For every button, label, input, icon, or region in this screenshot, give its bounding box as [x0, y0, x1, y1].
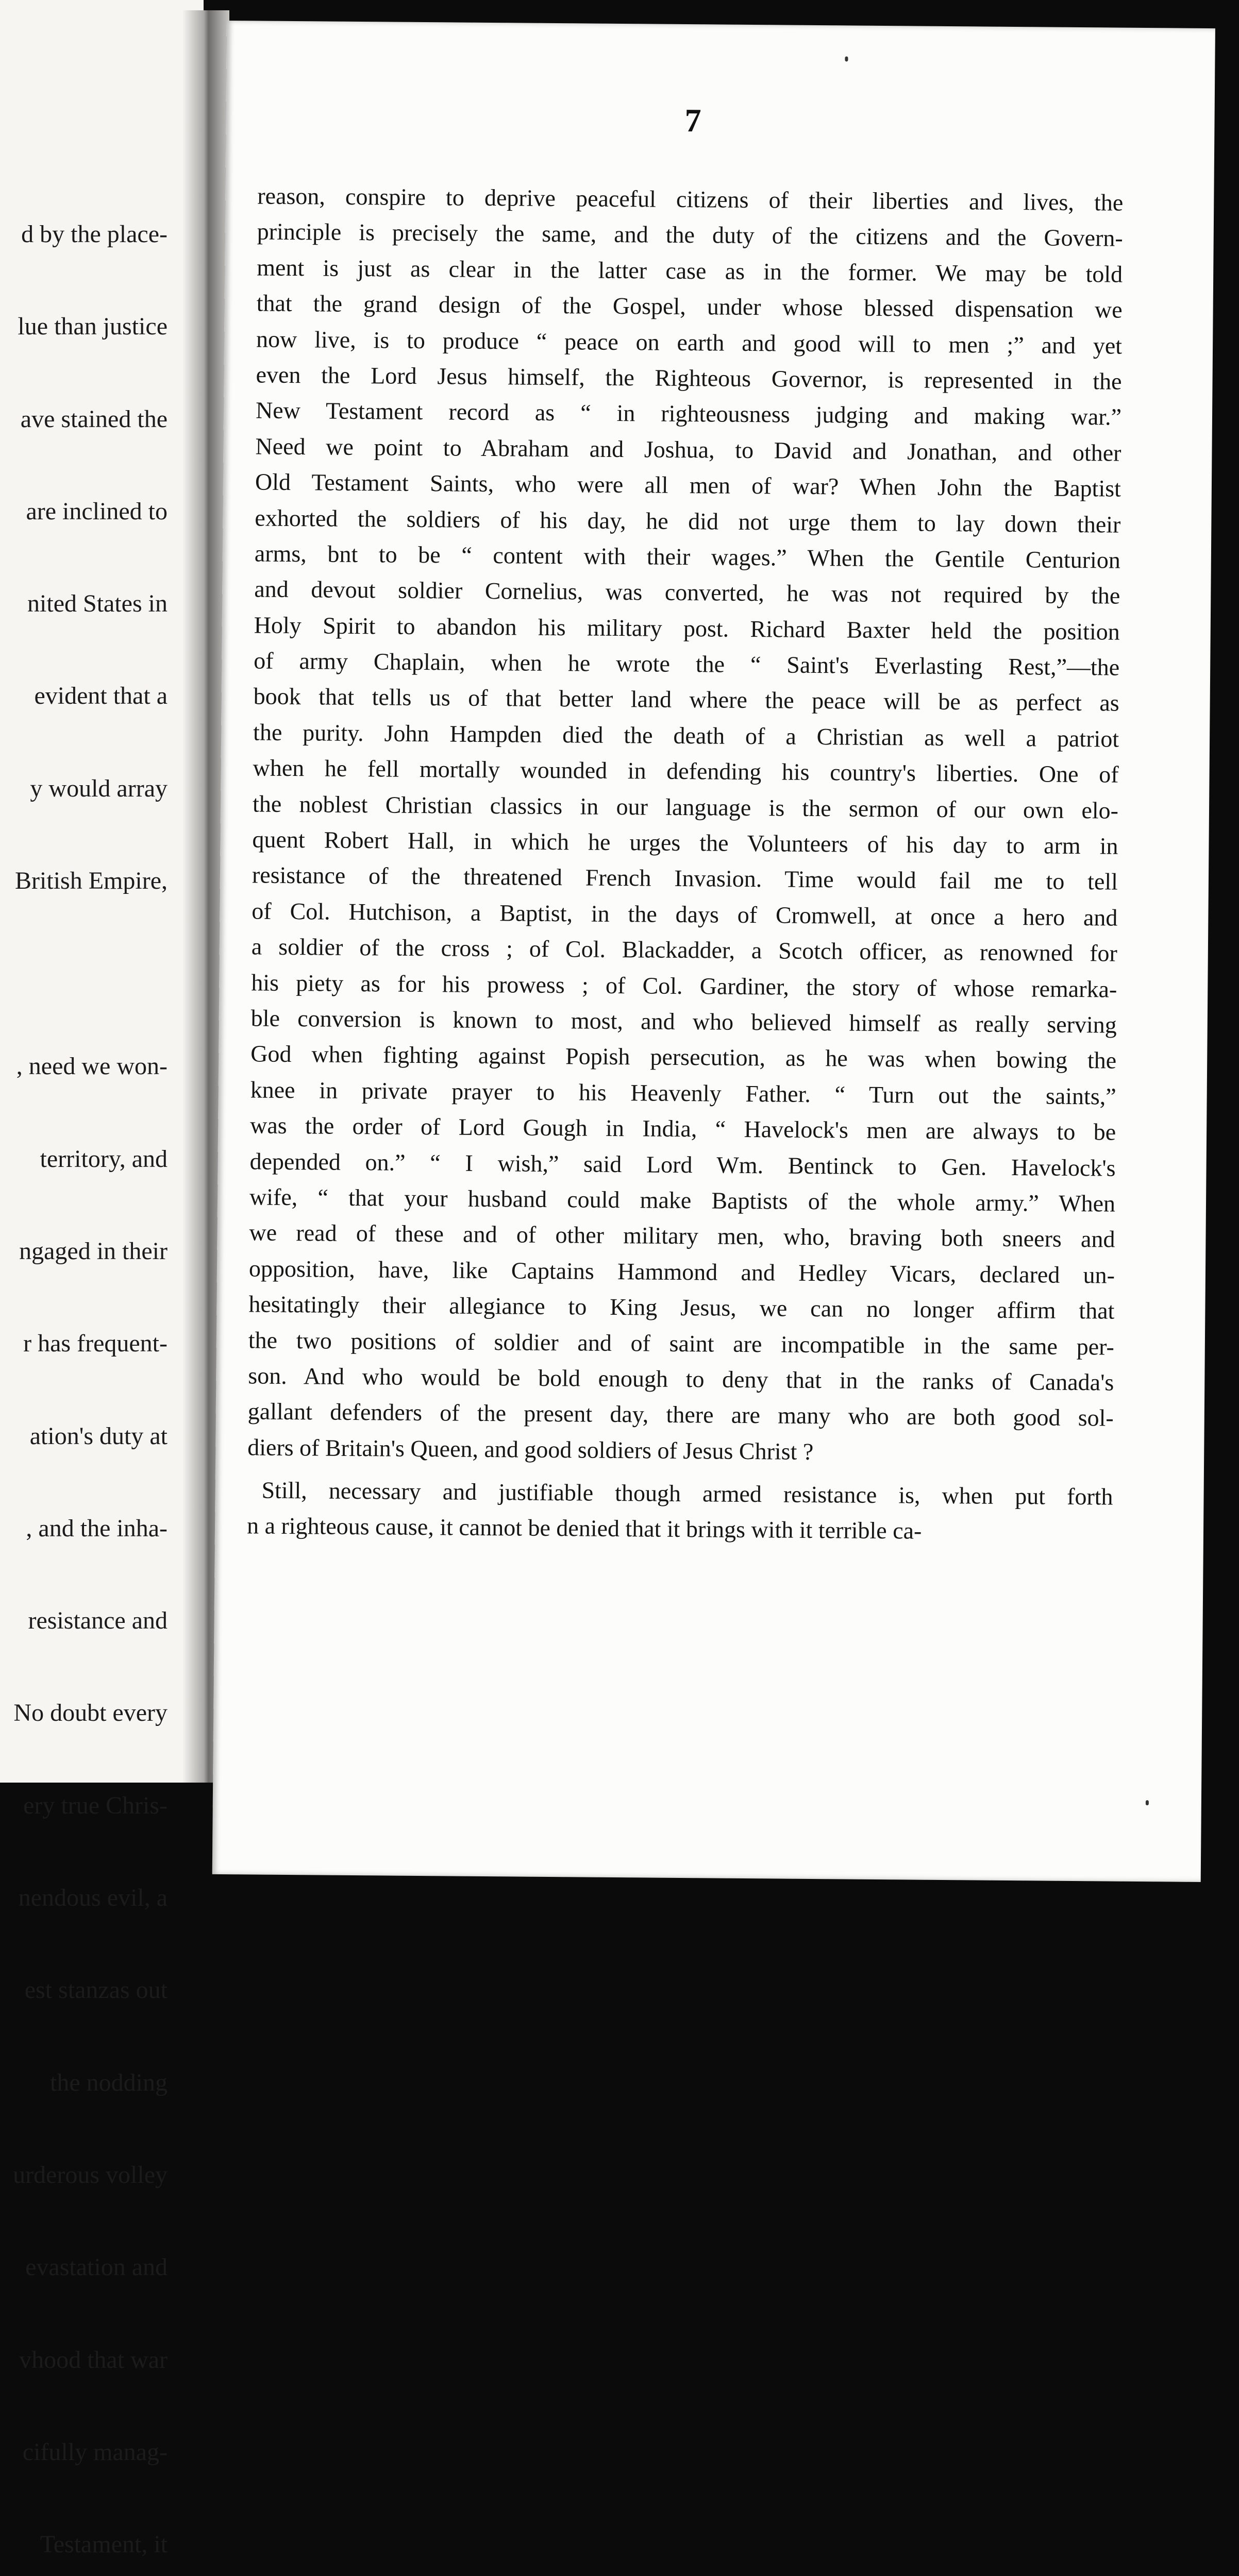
- left-line: r has frequent-: [23, 1330, 168, 1358]
- paragraph-1: [247, 178, 1124, 1471]
- text-line: ment is just as clear in the latter case as in the former. We may be told: [257, 254, 1123, 287]
- text-line: ble conversion is known to most, and who believed himself as really serving: [250, 1005, 1117, 1038]
- text-line: knee in private prayer to his Heavenly Father. “ Turn out the saints,”: [250, 1076, 1116, 1110]
- text-line: reason, conspire to deprive peaceful citizens of their liberties and lives, the: [257, 182, 1124, 216]
- left-line: resistance and: [28, 1607, 168, 1635]
- left-line: nited States in: [27, 590, 168, 618]
- left-line: urderous volley: [13, 2161, 168, 2189]
- text-line: quent Robert Hall, in which he urges the Volunteers of his day to arm in: [252, 826, 1118, 859]
- left-line: cifully manag-: [22, 2438, 168, 2466]
- left-page-text: [0, 160, 168, 2576]
- print-speck: [1146, 1800, 1149, 1805]
- text-line: book that tells us of that better land where the peace will be as perfect as: [253, 683, 1119, 717]
- left-line: British Empire,: [15, 867, 168, 895]
- text-line: hesitatingly their allegiance to King Jesus, we can no longer affirm that: [248, 1291, 1115, 1324]
- left-line: vhood that war: [19, 2346, 168, 2374]
- text-line: son. And who would be bold enough to deny that in the ranks of Canada's: [248, 1362, 1114, 1396]
- text-line: now live, is to produce “ peace on earth and good will to men ;” and yet: [256, 326, 1123, 359]
- print-speck: [845, 56, 848, 61]
- left-line: territory, and: [40, 1145, 168, 1173]
- text-line: even the Lord Jesus himself, the Righteous Governor, is represented in the: [256, 361, 1122, 395]
- text-line: we read of these and of other military men, who, braving both sneers and: [249, 1219, 1115, 1252]
- text-line: and devout soldier Cornelius, was converted, he was not required by the: [254, 575, 1120, 609]
- text-line: New Testament record as “ in righteousness judging and making war.”: [255, 397, 1122, 431]
- text-line: the noblest Christian classics in our language is the sermon of our own elo-: [252, 790, 1119, 824]
- text-line: Holy Spirit to abandon his military post. Richard Baxter held the position: [254, 612, 1120, 645]
- text-line: that the grand design of the Gospel, under whose blessed dispensation we: [256, 290, 1123, 323]
- text-line: his piety as for his prowess ; of Col. Gardiner, the story of whose remarka-: [251, 969, 1117, 1003]
- left-line: , need we won-: [16, 1053, 168, 1080]
- text-line: exhorted the soldiers of his day, he did not urge them to lay down their: [255, 504, 1121, 538]
- text-line: n a righteous cause, it cannot be denied that it brings with it terrible ca-: [246, 1512, 922, 1545]
- left-line: evastation and: [25, 2253, 168, 2281]
- left-line: d by the place-: [21, 221, 168, 248]
- text-line: of Col. Hutchison, a Baptist, in the days of Cromwell, at once a hero and: [252, 897, 1118, 931]
- text-line: was the order of Lord Gough in India, “ Havelock's men are always to be: [249, 1112, 1116, 1145]
- text-line: the purity. John Hampden died the death of a Christian as well a patriot: [253, 719, 1119, 752]
- left-line: ation's duty at: [29, 1422, 168, 1450]
- text-line: Old Testament Saints, who were all men of war? When John the Baptist: [255, 468, 1121, 502]
- text-line: Need we point to Abraham and Joshua, to David and Jonathan, and other: [255, 433, 1121, 466]
- text-line: gallant defenders of the present day, there are many who are both good sol-: [247, 1398, 1114, 1431]
- left-line: are inclined to: [26, 497, 168, 525]
- body-text: [247, 178, 1124, 1550]
- left-line: ery true Chris-: [23, 1791, 168, 1819]
- left-line: ngaged in their: [19, 1237, 168, 1265]
- text-line: God when fighting against Popish persecution, as he was when bowing the: [250, 1040, 1117, 1074]
- text-line: arms, bnt to be “ content with their wages.” When the Gentile Centurion: [254, 540, 1121, 573]
- text-line: diers of Britain's Queen, and good soldiers of Jesus Christ ?: [247, 1434, 814, 1465]
- page-number: 7: [684, 101, 701, 139]
- text-line: the two positions of soldier and of saint are incompatible in the same per-: [248, 1326, 1115, 1360]
- left-line: the nodding: [50, 2069, 168, 2096]
- right-page: [212, 21, 1215, 1882]
- text-line: opposition, have, like Captains Hammond and Hedley Vicars, declared un-: [248, 1255, 1115, 1289]
- left-facing-page: [0, 0, 204, 2558]
- text-line: a soldier of the cross ; of Col. Blackadder, a Scotch officer, as renowned for: [251, 933, 1118, 967]
- left-line: No doubt every: [13, 1699, 168, 1727]
- left-line: evident that a: [34, 682, 168, 710]
- text-line: of army Chaplain, when he wrote the “ Saint's Everlasting Rest,”—the: [254, 647, 1120, 681]
- text-line: Still, necessary and justifiable though armed resistance is, when put forth: [261, 1477, 1113, 1510]
- left-line: Testament, it: [40, 2531, 168, 2558]
- text-line: principle is precisely the same, and the duty of the citizens and the Govern-: [257, 218, 1123, 252]
- left-line: nendous evil, a: [18, 1884, 168, 1912]
- left-line: ave stained the: [20, 405, 168, 433]
- text-line: wife, “ that your husband could make Baptists of the whole army.” When: [249, 1183, 1116, 1217]
- left-line: , and the inha-: [26, 1514, 168, 1542]
- paragraph-2: [247, 1472, 1113, 1550]
- text-line: when he fell mortally wounded in defending his country's liberties. One of: [253, 754, 1119, 788]
- left-line: est stanzas out: [24, 1976, 168, 2004]
- left-line: lue than justice: [18, 313, 168, 341]
- left-line: y would array: [30, 774, 168, 802]
- text-line: resistance of the threatened French Invasion. Time would fail me to tell: [252, 861, 1118, 895]
- text-line: depended on.” “ I wish,” said Lord Wm. Bentinck to Gen. Havelock's: [249, 1147, 1116, 1181]
